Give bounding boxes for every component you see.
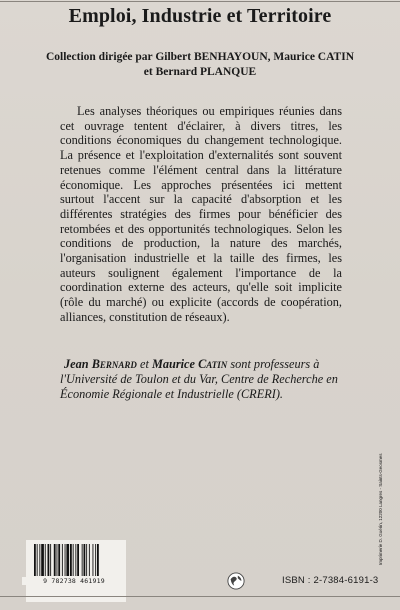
author-1-first: Jean <box>64 357 89 371</box>
author-2-last: Catin <box>198 357 228 371</box>
collection-line-2: et Bernard PLANQUE <box>143 66 257 78</box>
author-bio <box>60 357 344 403</box>
bottom-rule <box>0 596 400 597</box>
top-rule <box>0 1 400 2</box>
author-2-first: Maurice <box>151 357 195 371</box>
author-bio-text: sont professeurs à l'Université de Toulon et du Var, Centre de Recherche en Économie Régionale et Industrielle (CRERI). <box>60 357 338 402</box>
book-title: Emploi, Industrie et Territoire <box>68 5 332 27</box>
printer-note <box>378 453 386 571</box>
printer-note-text: Imprimerie D. Guérin, 12200 Langres - Saints-Geosmes <box>378 453 383 565</box>
author-connector: et <box>139 357 149 371</box>
abstract-text: Les analyses théoriques ou empiriques réunies dans cet ouvrage tentent d'éclairer, à divers titres, les conditions économiques du changement technologique. La présence et l'exploitation d'externalités sont souvent retenues comme l'élément central dans la littérature économique. Les approches présentées ici mettent surtout l'accent sur la capacité d'absorption et les différentes stratégies des firmes pour bénéficier des retombées et des opportunités technologiques. Selon les conditions de production, la nature des marchés, l'organisation industrielle et la taille des firmes, les auteurs soulignent également l'importance de la coordination externe des acteurs, qu'elle soit implicite (rôle du marché) ou explicite (accords de coopération, alliances, constitution de réseaux). <box>60 104 342 324</box>
author-1-last: Bernard <box>91 357 137 371</box>
collection-credit <box>0 50 400 80</box>
isbn: ISBN : 2-7384-6191-3 <box>282 575 379 586</box>
barcode-number: 9 782738 461919 <box>22 577 126 585</box>
globe-logo-icon <box>227 572 245 590</box>
collection-line-1: Collection dirigée par Gilbert BENHAYOUN, Maurice CATIN <box>45 51 355 63</box>
barcode <box>26 540 126 602</box>
